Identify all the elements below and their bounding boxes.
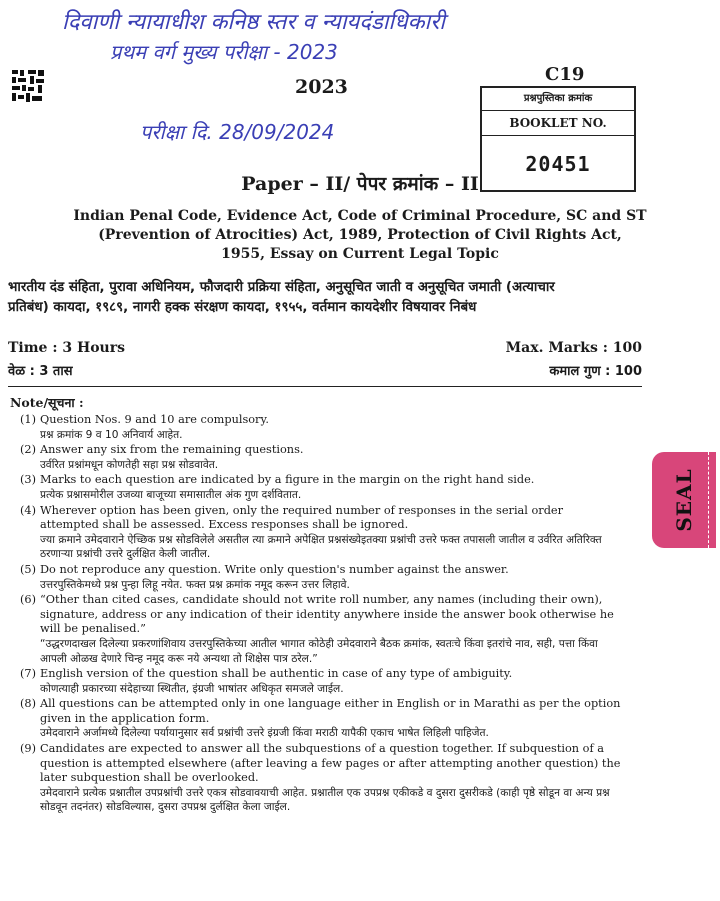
note-item <box>20 667 624 696</box>
note-number: (5) <box>20 562 37 576</box>
note-item <box>20 742 624 815</box>
note-english: Do not reproduce any question. Write only question's number against the answer. <box>40 562 509 576</box>
note-number: (1) <box>20 413 37 426</box>
note-english: Candidates are expected to answer all the subquestions of a question together. If subquestion of a question is attempted elsewhere (after leaving a few pages or after attempting another question) the later subquestion shall be overlooked. <box>40 742 621 785</box>
note-title: Note/सूचना : <box>10 395 84 410</box>
subject-english-line: 1955, Essay on Current Legal Topic <box>221 246 499 262</box>
note-marathi: उर्वरित प्रश्नांमधून कोणतेही सहा प्रश्न सोडवावेत. <box>40 458 219 471</box>
note-number: (7) <box>20 667 37 681</box>
seal-perforation <box>708 452 719 548</box>
note-marathi: उत्तरपुस्तिकेमध्ये प्रश्न पुन्हा लिहू नयेत. फक्त प्रश्न क्रमांक नमूद करून उत्तर लिहावे. <box>40 578 350 591</box>
note-english: English version of the question shall be authentic in case of any type of ambiguity. <box>40 667 513 681</box>
note-english: “Other than cited cases, candidate should not write roll number, any names (including their own), signature, address or any indication of their identity anywhere inside the answer book otherwise he will be penalised.” <box>40 593 614 636</box>
max-marks-english: Max. Marks : 100 <box>505 340 642 356</box>
note-english: All questions can be attempted only in one language either in English or in Marathi as per the option given in the application form. <box>40 697 621 725</box>
paper-code: C19 <box>545 64 585 85</box>
subject-english-line: Indian Penal Code, Evidence Act, Code of Criminal Procedure, SC and ST <box>73 208 647 224</box>
booklet-number: 20451 <box>525 152 591 176</box>
note-number: (3) <box>20 473 37 487</box>
booklet-label-marathi: प्रश्नपुस्तिका क्रमांक <box>482 88 634 111</box>
note-marathi: कोणत्याही प्रकारच्या संदेहाच्या स्थितीत, इंग्रजी भाषांतर अधिकृत समजले जाईल. <box>40 682 344 695</box>
note-english: Marks to each question are indicated by a figure in the margin on the right hand side. <box>40 473 535 487</box>
note-item <box>20 473 624 502</box>
note-item <box>20 563 624 592</box>
handwritten-line-1: दिवाणी न्यायाधीश कनिष्ठ स्तर व न्यायदंडाधिकारी <box>62 10 445 35</box>
note-number: (2) <box>20 443 37 457</box>
note-english: Answer any six from the remaining questions. <box>40 443 304 457</box>
handwritten-line-2: प्रथम वर्ग मुख्य परीक्षा - 2023 <box>110 40 338 64</box>
note-number: (6) <box>20 593 37 607</box>
qr-code-icon <box>10 68 46 104</box>
note-marathi: उमेदवाराने प्रत्येक प्रश्नातील उपप्रश्नांची उत्तरे एकत्र सोडवावयाची आहेत. प्रश्नातील एक उपप्रश्न एकीकडे व दुसरा दुसरीकडे (काही पृष्ठे सोडून वा अन्य प्रश्न सोडवून तदनंतर) सोडविल्यास, दुसरा उपप्रश्न दुर्लक्षित केला जाईल. <box>40 786 610 814</box>
subject-english-line: (Prevention of Atrocities) Act, 1989, Protection of Civil Rights Act, <box>98 227 622 243</box>
subject-marathi <box>8 278 708 318</box>
max-marks-marathi: कमाल गुण : 100 <box>549 364 642 379</box>
notes-list <box>20 413 624 816</box>
divider <box>8 386 642 387</box>
note-item <box>20 413 624 442</box>
note-number: (4) <box>20 503 37 517</box>
note-item <box>20 443 624 472</box>
note-marathi: “उद्धरणदाखल दिलेल्या प्रकरणांशिवाय उत्तरपुस्तिकेच्या आतील भागात कोठेही उमेदवाराने बैठक क्रमांक, स्वतःचे किंवा इतरांचे नाव, सही, पत्ता किंवा आपली ओळख देणारे चिन्ह नमूद करू नये अन्यथा तो शिक्षेस पात्र ठरेल.” <box>40 637 598 665</box>
booklet-label-english: BOOKLET NO. <box>482 111 634 136</box>
seal-tab <box>652 452 716 548</box>
note-item <box>20 593 624 666</box>
subject-marathi-line: प्रतिबंध) कायदा, १९८९, नागरी हक्क संरक्षण कायदा, १९५५, वर्तमान कायदेशीर विषयावर निबंध <box>8 300 477 315</box>
note-english: Wherever option has been given, only the required number of responses in the serial order attempted shall be assessed. Excess responses shall be ignored. <box>40 503 564 532</box>
note-item <box>20 504 624 562</box>
note-item <box>20 697 624 741</box>
note-number: (9) <box>20 742 37 756</box>
subject-marathi-line: भारतीय दंड संहिता, पुरावा अधिनियम, फौजदारी प्रक्रिया संहिता, अनुसूचित जाती व अनुसूचित जमाती (अत्याचार <box>8 280 555 295</box>
time-marathi: वेळ : 3 तास <box>8 364 73 379</box>
subject-english <box>22 207 698 264</box>
handwritten-exam-date: परीक्षा दि. 28/09/2024 <box>140 120 335 144</box>
seal-label: SEAL <box>672 468 696 532</box>
note-marathi: ज्या क्रमाने उमेदवाराने ऐच्छिक प्रश्न सोडविलेले असतील त्या क्रमाने अपेक्षित प्रश्नसंख्येइतक्या प्रश्नांची उत्तरे फक्त तपासली जातील व उर्वरित अतिरिक्त ठरणाऱ्या प्रश्नांची उत्तरे दुर्लक्षित केली जातील. <box>40 533 602 561</box>
note-english: Question Nos. 9 and 10 are compulsory. <box>40 413 269 426</box>
note-marathi: प्रत्येक प्रश्नासमोरील उजव्या बाजूच्या समासातील अंक गुण दर्शवितात. <box>40 488 302 501</box>
note-marathi: उमेदवाराने अर्जामध्ये दिलेल्या पर्यायानुसार सर्व प्रश्नांची उत्तरे इंग्रजी किंवा मराठी यापैकी एकाच भाषेत लिहिली पाहिजेत. <box>40 727 489 740</box>
time-english: Time : 3 Hours <box>8 340 125 356</box>
paper-title: Paper – II/ पेपर क्रमांक – II <box>241 173 479 195</box>
exam-year: 2023 <box>295 76 348 98</box>
note-marathi: प्रश्न क्रमांक 9 व 10 अनिवार्य आहेत. <box>40 428 183 441</box>
note-number: (8) <box>20 697 37 711</box>
